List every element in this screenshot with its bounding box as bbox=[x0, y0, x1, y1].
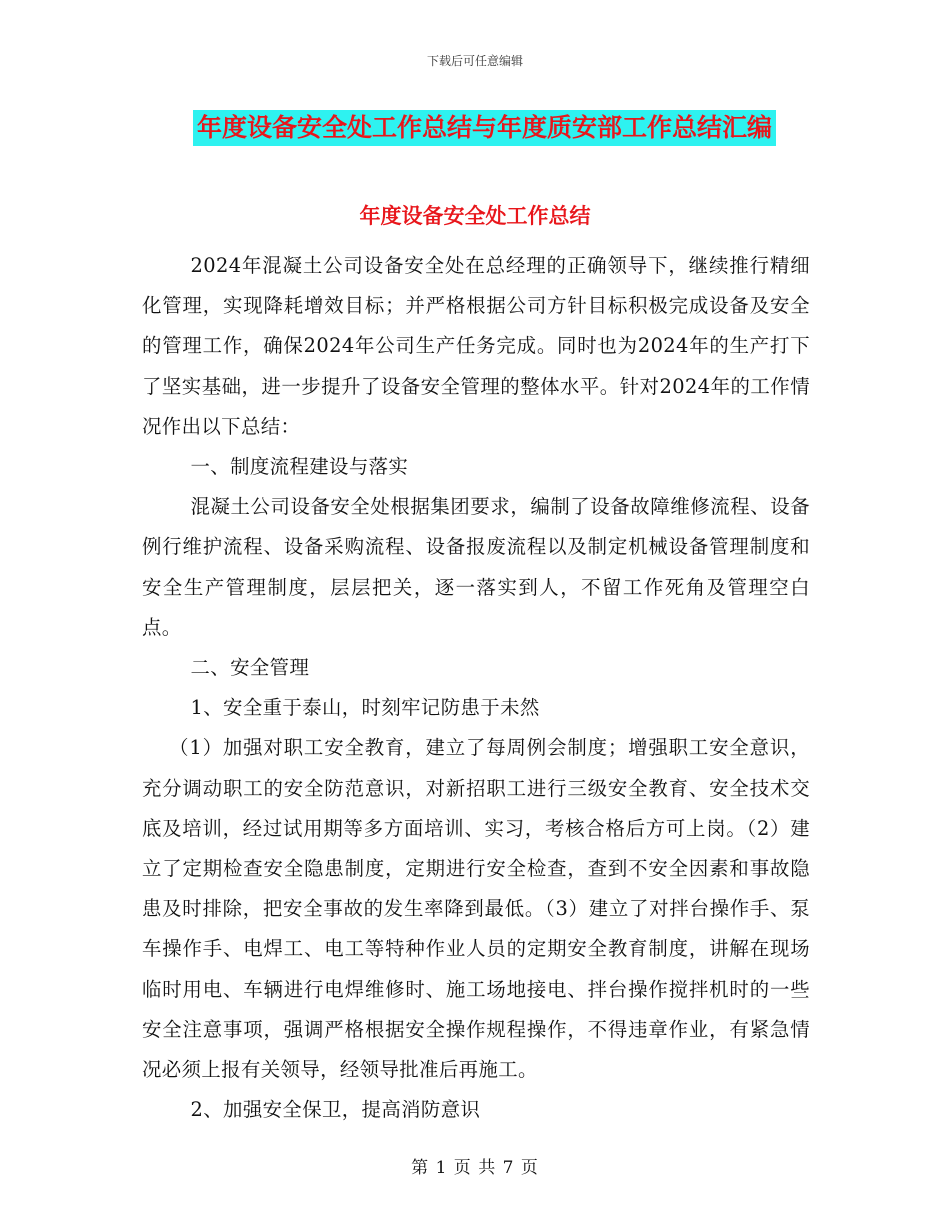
heading-system-process: 一、制度流程建设与落实 bbox=[190, 455, 409, 479]
heading-safety-management: 二、安全管理 bbox=[190, 656, 310, 680]
heading-safety-first: 1、安全重于泰山，时刻牢记防患于未然 bbox=[190, 696, 540, 720]
document-body bbox=[142, 246, 810, 1130]
section-title: 年度设备安全处工作总结 bbox=[359, 203, 591, 228]
paragraph-intro: 2024年混凝土公司设备安全处在总经理的正确领导下，继续推行精细化管理，实现降耗增效目标；并严格根据公司方针目标积极完成设备及安全的管理工作，确保2024年公司生产任务完成。同时也为2024年的生产打下了坚实基础，进一步提升了设备安全管理的整体水平。针对2024年的工作情况作出以下总结： bbox=[142, 254, 811, 438]
heading-fire-protection: 2、加强安全保卫，提高消防意识 bbox=[190, 1098, 481, 1122]
paragraph-system-process: 混凝土公司设备安全处根据集团要求，编制了设备故障维修流程、设备例行维护流程、设备采购流程、设备报废流程以及制定机械设备管理制度和安全生产管理制度，层层把关，逐一落实到人，不留工作死角及管理空白点。 bbox=[142, 495, 810, 639]
page-header-note: 下载后可任意编辑 bbox=[426, 54, 523, 68]
document-title: 年度设备安全处工作总结与年度质安部工作总结汇编 bbox=[193, 110, 776, 146]
paragraph-safety-measures: （1）加强对职工安全教育，建立了每周例会制度；增强职工安全意识，充分调动职工的安全防范意识，对新招职工进行三级安全教育、安全技术交底及培训，经过试用期等多方面培训、实习，考核合格后方可上岗。（2）建立了定期检查安全隐患制度，定期进行安全检查，查到不安全因素和事故隐患及时排除，把安全事故的发生率降到最低。（3）建立了对拌台操作手、泵车操作手、电焊工、电工等特种作业人员的定期安全教育制度，讲解在现场临时用电、车辆进行电焊维修时、施工场地接电、拌台操作搅拌机时的一些安全注意事项，强调严格根据安全操作规程操作，不得违章作业，有紧急情况必须上报有关领导，经领导批准后再施工。 bbox=[142, 736, 810, 1082]
page-number: 第 1 页 共 7 页 bbox=[411, 1158, 539, 1178]
